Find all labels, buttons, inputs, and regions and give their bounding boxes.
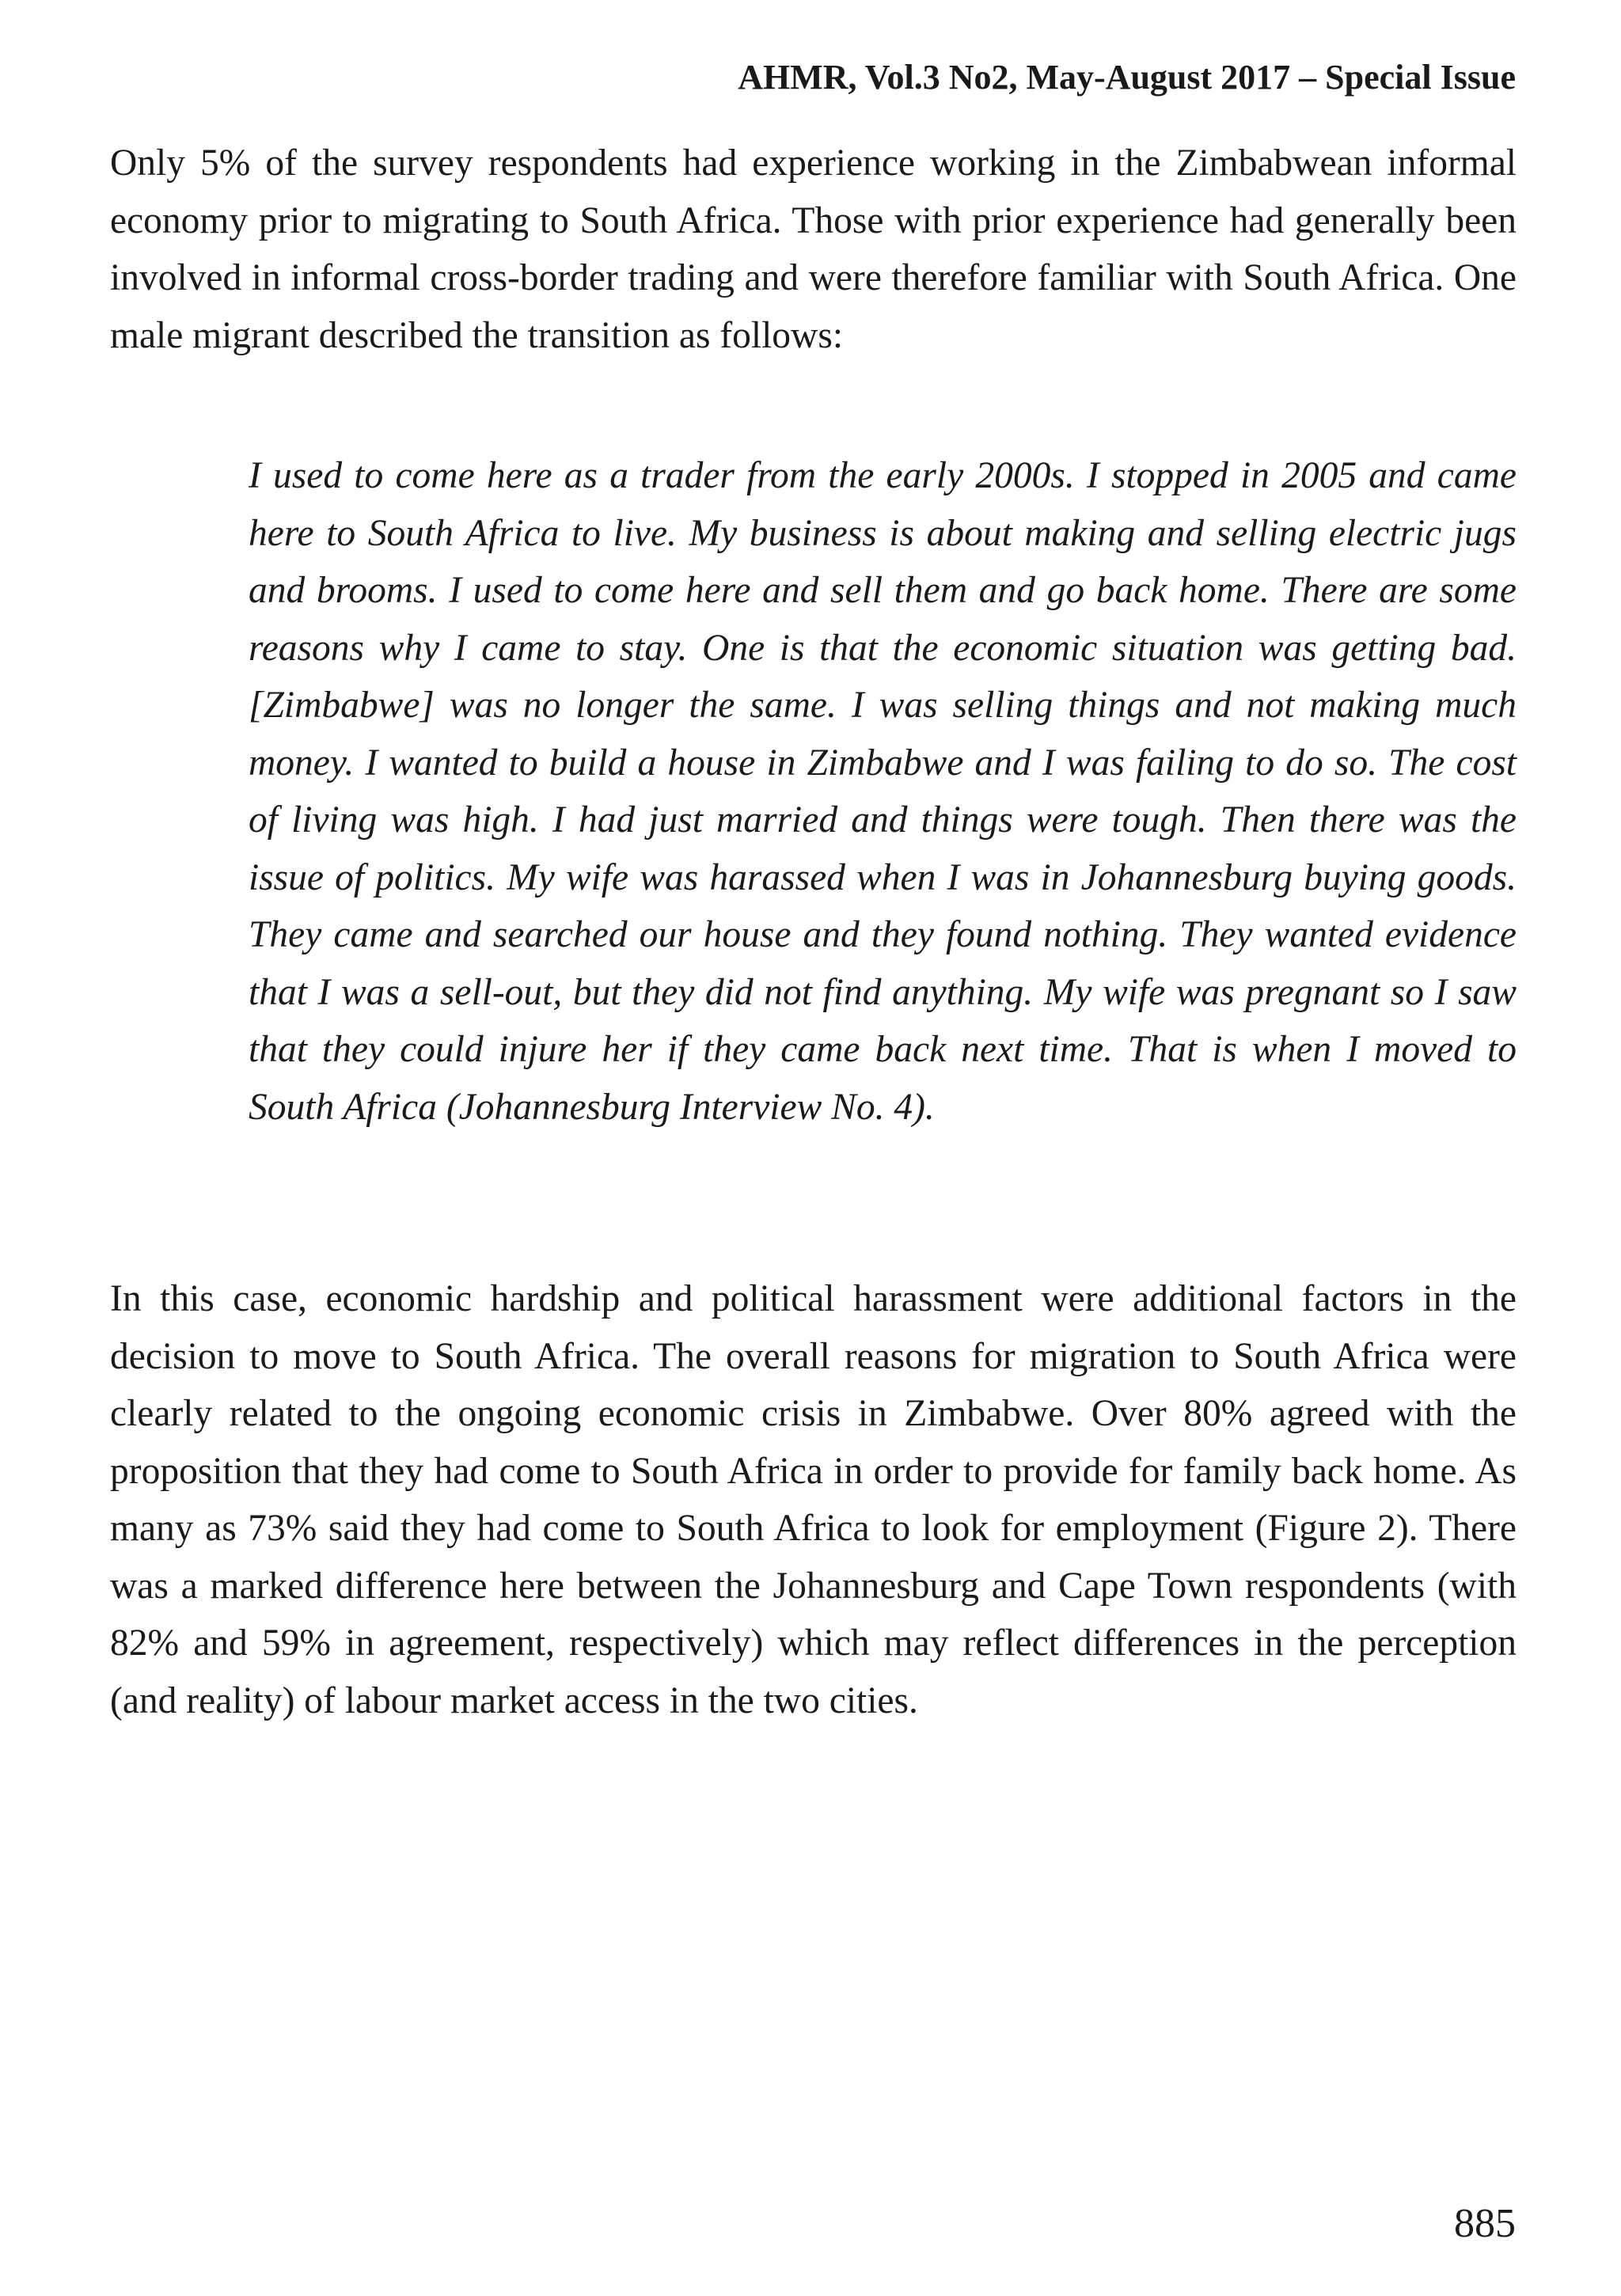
body-paragraph-1: Only 5% of the survey respondents had experience working in the Zimbabwean informal economy prior to migrating to South Africa. Those with prior experience had generally been involved in informal cross-border trading and were therefore familiar with South Africa. One male migrant described the transition as follows: (110, 142, 1517, 356)
running-header: AHMR, Vol.3 No2, May-August 2017 – Special Issue (738, 58, 1516, 97)
block-quote: I used to come here as a trader from the early 2000s. I stopped in 2005 and came here to South Africa to live. My business is about making and selling electric jugs and brooms. I used to come here and sell them and go back home. There are some reasons why I came to stay. One is that the economic situation was getting bad. [Zimbabwe] was no longer the same. I was selling things and not making much money. I wanted to build a house in Zimbabwe and I was failing to do so. The cost of living was high. I had just married and things were tough. Then there was the issue of politics. My wife was harassed when I was in Johannesburg buying goods. They came and searched our house and they found nothing. They wanted evidence that I was a sell-out, but they did not find anything. My wife was pregnant so I saw that they could injure her if they came back next time. That is when I moved to South Africa (Johannesburg Interview No. 4). (249, 455, 1517, 1128)
body-paragraph-2: In this case, economic hardship and political harassment were additional factors in the decision to move to South Africa. The overall reasons for migration to South Africa were clearly related to the ongoing economic crisis in Zimbabwe. Over 80% agreed with the proposition that they had come to South Africa in order to provide for family back home. As many as 73% said they had come to South Africa to look for employment (Figure 2). There was a marked difference here between the Johannesburg and Cape Town respondents (with 82% and 59% in agreement, respectively) which may reflect differences in the perception (and reality) of labour market access in the two cities. (110, 1278, 1517, 1721)
page-number: 885 (1454, 2201, 1516, 2246)
